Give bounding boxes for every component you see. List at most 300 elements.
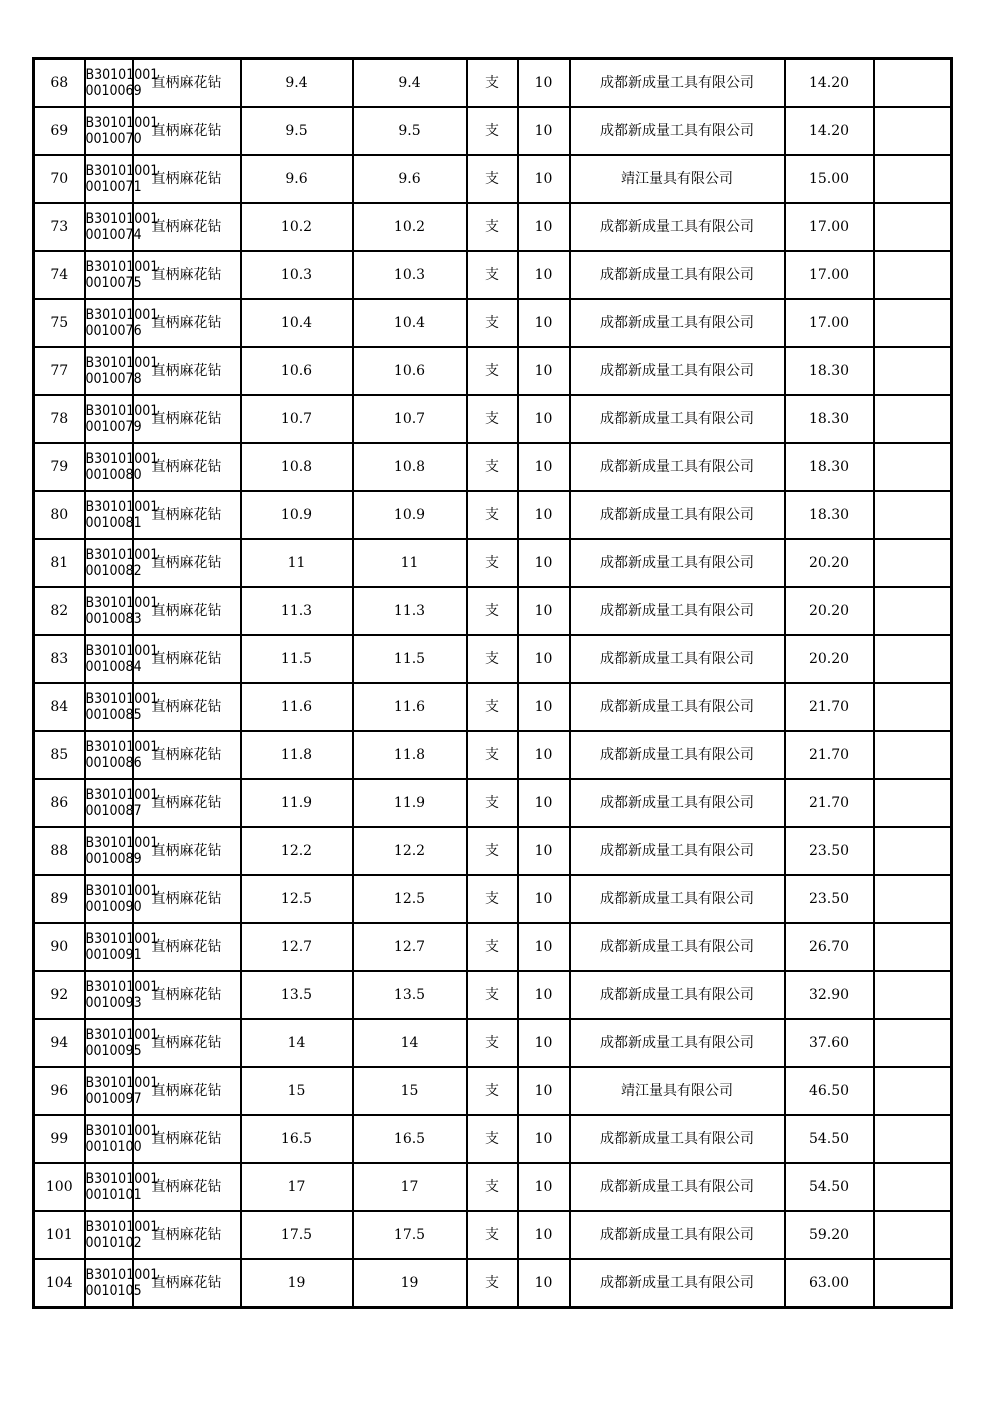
product-name-cell: 直柄麻花钻 — [133, 971, 241, 1019]
model-cell: 9.6 — [353, 155, 467, 203]
product-name-cell: 直柄麻花钻 — [133, 779, 241, 827]
material-code-cell — [85, 395, 159, 443]
price-cell: 37.60 — [785, 1019, 874, 1067]
material-code-cell — [85, 875, 159, 923]
material-code-cell — [85, 491, 159, 539]
quantity-cell: 10 — [518, 923, 570, 971]
material-code-cell — [85, 971, 159, 1019]
product-name-cell: 直柄麻花钻 — [133, 491, 241, 539]
note-cell — [874, 875, 952, 923]
quantity-cell: 10 — [518, 971, 570, 1019]
model-cell: 17 — [353, 1163, 467, 1211]
price-cell: 17.00 — [785, 299, 874, 347]
spec-cell: 11.6 — [241, 683, 353, 731]
price-cell: 14.20 — [785, 107, 874, 155]
price-cell: 54.50 — [785, 1163, 874, 1211]
table-row — [34, 1067, 952, 1115]
supplier-cell: 成都新成量工具有限公司 — [570, 443, 785, 491]
model-cell: 19 — [353, 1259, 467, 1308]
quantity-cell: 10 — [518, 1211, 570, 1259]
row-number-cell: 88 — [34, 827, 85, 875]
product-name-cell: 直柄麻花钻 — [133, 203, 241, 251]
product-name-cell: 直柄麻花钻 — [133, 251, 241, 299]
unit-cell: 支 — [467, 683, 518, 731]
model-cell: 16.5 — [353, 1115, 467, 1163]
material-code-cell — [85, 827, 159, 875]
material-code-cell — [85, 299, 159, 347]
material-code-cell — [85, 587, 159, 635]
price-cell: 21.70 — [785, 731, 874, 779]
unit-cell: 支 — [467, 1019, 518, 1067]
note-cell — [874, 395, 952, 443]
supplier-cell: 成都新成量工具有限公司 — [570, 1211, 785, 1259]
product-name-cell: 直柄麻花钻 — [133, 875, 241, 923]
material-code-part: B30101001 — [85, 402, 159, 419]
supplier-cell: 成都新成量工具有限公司 — [570, 395, 785, 443]
model-cell: 10.6 — [353, 347, 467, 395]
supplier-cell: 成都新成量工具有限公司 — [570, 1019, 785, 1067]
note-cell — [874, 923, 952, 971]
quantity-cell: 10 — [518, 59, 570, 108]
unit-cell: 支 — [467, 1163, 518, 1211]
model-cell: 12.2 — [353, 827, 467, 875]
price-cell: 17.00 — [785, 251, 874, 299]
spec-cell: 11.5 — [241, 635, 353, 683]
quantity-cell: 10 — [518, 731, 570, 779]
spec-cell: 19 — [241, 1259, 353, 1308]
material-code-part: B30101001 — [85, 546, 159, 563]
price-cell: 23.50 — [785, 875, 874, 923]
material-code-part: 0010085 — [85, 707, 142, 723]
row-number-cell: 75 — [34, 299, 85, 347]
note-cell — [874, 779, 952, 827]
note-cell — [874, 539, 952, 587]
price-cell: 17.00 — [785, 203, 874, 251]
row-number-cell: 70 — [34, 155, 85, 203]
material-code-part: 0010084 — [85, 659, 142, 675]
unit-cell: 支 — [467, 779, 518, 827]
quantity-cell: 10 — [518, 1019, 570, 1067]
material-code-cell — [85, 1067, 159, 1115]
row-number-cell: 69 — [34, 107, 85, 155]
spec-cell: 9.4 — [241, 59, 353, 108]
model-cell: 10.9 — [353, 491, 467, 539]
row-number-cell: 89 — [34, 875, 85, 923]
model-cell: 10.8 — [353, 443, 467, 491]
product-name-cell: 直柄麻花钻 — [133, 1211, 241, 1259]
quantity-cell: 10 — [518, 107, 570, 155]
material-code-part: B30101001 — [85, 306, 159, 323]
quantity-cell: 10 — [518, 683, 570, 731]
note-cell — [874, 1211, 952, 1259]
model-cell: 11 — [353, 539, 467, 587]
unit-cell: 支 — [467, 587, 518, 635]
supplier-cell: 成都新成量工具有限公司 — [570, 587, 785, 635]
material-code-part: B30101001 — [85, 1122, 159, 1139]
material-code-cell — [85, 443, 159, 491]
product-name-cell: 直柄麻花钻 — [133, 587, 241, 635]
table-row — [34, 1211, 952, 1259]
note-cell — [874, 203, 952, 251]
table-row — [34, 491, 952, 539]
supplier-cell: 靖江量具有限公司 — [570, 1067, 785, 1115]
row-number-cell: 90 — [34, 923, 85, 971]
material-code-cell — [85, 155, 159, 203]
product-name-cell: 直柄麻花钻 — [133, 1259, 241, 1308]
supplier-cell: 成都新成量工具有限公司 — [570, 779, 785, 827]
table-row — [34, 251, 952, 299]
material-code-part: B30101001 — [85, 162, 159, 179]
supplier-cell: 成都新成量工具有限公司 — [570, 251, 785, 299]
material-code-part: B30101001 — [85, 498, 159, 515]
spec-cell: 11.8 — [241, 731, 353, 779]
unit-cell: 支 — [467, 1259, 518, 1308]
table-row — [34, 971, 952, 1019]
product-name-cell: 直柄麻花钻 — [133, 59, 241, 108]
unit-cell: 支 — [467, 731, 518, 779]
material-code-part: 0010082 — [85, 563, 142, 579]
note-cell — [874, 1067, 952, 1115]
note-cell — [874, 347, 952, 395]
row-number-cell: 80 — [34, 491, 85, 539]
table-row — [34, 827, 952, 875]
material-code-part: B30101001 — [85, 642, 159, 659]
row-number-cell: 99 — [34, 1115, 85, 1163]
model-cell: 11.6 — [353, 683, 467, 731]
row-number-cell: 85 — [34, 731, 85, 779]
material-code-part: 0010081 — [85, 515, 142, 531]
unit-cell: 支 — [467, 1211, 518, 1259]
spec-cell: 9.6 — [241, 155, 353, 203]
product-name-cell: 直柄麻花钻 — [133, 923, 241, 971]
row-number-cell: 74 — [34, 251, 85, 299]
unit-cell: 支 — [467, 827, 518, 875]
note-cell — [874, 827, 952, 875]
quantity-cell: 10 — [518, 155, 570, 203]
supplier-cell: 成都新成量工具有限公司 — [570, 107, 785, 155]
quantity-cell: 10 — [518, 875, 570, 923]
product-name-cell: 直柄麻花钻 — [133, 155, 241, 203]
price-cell: 63.00 — [785, 1259, 874, 1308]
material-code-part: B30101001 — [85, 738, 159, 755]
table-row — [34, 1163, 952, 1211]
note-cell — [874, 635, 952, 683]
table-row — [34, 59, 952, 108]
row-number-cell: 92 — [34, 971, 85, 1019]
material-code-part: 0010069 — [85, 83, 142, 99]
supplier-cell: 成都新成量工具有限公司 — [570, 347, 785, 395]
note-cell — [874, 1163, 952, 1211]
model-cell: 11.9 — [353, 779, 467, 827]
spec-cell: 10.6 — [241, 347, 353, 395]
table-row — [34, 539, 952, 587]
supplier-cell: 成都新成量工具有限公司 — [570, 827, 785, 875]
quantity-cell: 10 — [518, 1067, 570, 1115]
supplier-cell: 成都新成量工具有限公司 — [570, 1259, 785, 1308]
supplier-cell: 靖江量具有限公司 — [570, 155, 785, 203]
spec-cell: 12.2 — [241, 827, 353, 875]
price-cell: 21.70 — [785, 779, 874, 827]
unit-cell: 支 — [467, 635, 518, 683]
note-cell — [874, 443, 952, 491]
price-cell: 18.30 — [785, 491, 874, 539]
material-code-part: 0010071 — [85, 179, 142, 195]
table-row — [34, 683, 952, 731]
model-cell: 9.5 — [353, 107, 467, 155]
spec-cell: 12.5 — [241, 875, 353, 923]
table-row — [34, 1259, 952, 1308]
spec-cell: 10.2 — [241, 203, 353, 251]
row-number-cell: 86 — [34, 779, 85, 827]
row-number-cell: 96 — [34, 1067, 85, 1115]
quantity-cell: 10 — [518, 587, 570, 635]
model-cell: 12.5 — [353, 875, 467, 923]
product-name-cell: 直柄麻花钻 — [133, 443, 241, 491]
material-code-part: 0010089 — [85, 851, 142, 867]
table-row — [34, 203, 952, 251]
row-number-cell: 104 — [34, 1259, 85, 1308]
row-number-cell: 73 — [34, 203, 85, 251]
row-number-cell: 83 — [34, 635, 85, 683]
spec-cell: 10.9 — [241, 491, 353, 539]
material-code-part: 0010087 — [85, 803, 142, 819]
price-cell: 20.20 — [785, 587, 874, 635]
table-row — [34, 299, 952, 347]
spec-cell: 16.5 — [241, 1115, 353, 1163]
note-cell — [874, 971, 952, 1019]
table-body — [34, 59, 952, 1308]
table-row — [34, 443, 952, 491]
table-row — [34, 107, 952, 155]
supplier-cell: 成都新成量工具有限公司 — [570, 491, 785, 539]
unit-cell: 支 — [467, 59, 518, 108]
material-code-cell — [85, 1115, 159, 1163]
note-cell — [874, 1259, 952, 1308]
table-row — [34, 875, 952, 923]
price-cell: 23.50 — [785, 827, 874, 875]
supplier-cell: 成都新成量工具有限公司 — [570, 731, 785, 779]
material-code-part: 0010078 — [85, 371, 142, 387]
price-list-sheet — [32, 57, 950, 1309]
quantity-cell: 10 — [518, 251, 570, 299]
supplier-cell: 成都新成量工具有限公司 — [570, 923, 785, 971]
material-code-part: 0010075 — [85, 275, 142, 291]
supplier-cell: 成都新成量工具有限公司 — [570, 635, 785, 683]
note-cell — [874, 1115, 952, 1163]
material-code-part: 0010070 — [85, 131, 142, 147]
product-name-cell: 直柄麻花钻 — [133, 107, 241, 155]
supplier-cell: 成都新成量工具有限公司 — [570, 1115, 785, 1163]
row-number-cell: 101 — [34, 1211, 85, 1259]
quantity-cell: 10 — [518, 779, 570, 827]
spec-cell: 11.9 — [241, 779, 353, 827]
unit-cell: 支 — [467, 1115, 518, 1163]
material-code-cell — [85, 1019, 159, 1067]
material-code-cell — [85, 731, 159, 779]
table-row — [34, 923, 952, 971]
material-code-part: 0010100 — [85, 1139, 142, 1155]
material-code-cell — [85, 683, 159, 731]
table-row — [34, 731, 952, 779]
unit-cell: 支 — [467, 395, 518, 443]
material-code-part: B30101001 — [85, 978, 159, 995]
model-cell: 10.2 — [353, 203, 467, 251]
material-code-cell — [85, 635, 159, 683]
supplier-cell: 成都新成量工具有限公司 — [570, 299, 785, 347]
product-name-cell: 直柄麻花钻 — [133, 347, 241, 395]
price-cell: 21.70 — [785, 683, 874, 731]
spec-cell: 15 — [241, 1067, 353, 1115]
product-name-cell: 直柄麻花钻 — [133, 395, 241, 443]
material-code-cell — [85, 203, 159, 251]
model-cell: 12.7 — [353, 923, 467, 971]
price-cell: 15.00 — [785, 155, 874, 203]
supplier-cell: 成都新成量工具有限公司 — [570, 971, 785, 1019]
row-number-cell: 77 — [34, 347, 85, 395]
material-code-part: 0010074 — [85, 227, 142, 243]
price-cell: 20.20 — [785, 635, 874, 683]
price-cell: 20.20 — [785, 539, 874, 587]
unit-cell: 支 — [467, 539, 518, 587]
supplier-cell: 成都新成量工具有限公司 — [570, 1163, 785, 1211]
material-code-part: B30101001 — [85, 1218, 159, 1235]
material-code-part: 0010080 — [85, 467, 142, 483]
spec-cell: 14 — [241, 1019, 353, 1067]
material-code-cell — [85, 1163, 159, 1211]
supplier-cell: 成都新成量工具有限公司 — [570, 203, 785, 251]
note-cell — [874, 107, 952, 155]
material-code-part: 0010086 — [85, 755, 142, 771]
row-number-cell: 68 — [34, 59, 85, 108]
model-cell: 9.4 — [353, 59, 467, 108]
material-code-part: 0010101 — [85, 1187, 142, 1203]
model-cell: 17.5 — [353, 1211, 467, 1259]
table-row — [34, 1115, 952, 1163]
unit-cell: 支 — [467, 875, 518, 923]
note-cell — [874, 251, 952, 299]
material-code-cell — [85, 59, 159, 108]
table-row — [34, 395, 952, 443]
material-code-part: B30101001 — [85, 930, 159, 947]
spec-cell: 10.3 — [241, 251, 353, 299]
material-code-cell — [85, 1211, 159, 1259]
row-number-cell: 81 — [34, 539, 85, 587]
unit-cell: 支 — [467, 347, 518, 395]
material-code-part: 0010079 — [85, 419, 142, 435]
model-cell: 15 — [353, 1067, 467, 1115]
spec-cell: 17.5 — [241, 1211, 353, 1259]
unit-cell: 支 — [467, 971, 518, 1019]
material-code-part: B30101001 — [85, 114, 159, 131]
material-code-part: 0010083 — [85, 611, 142, 627]
material-code-part: B30101001 — [85, 1074, 159, 1091]
model-cell: 11.3 — [353, 587, 467, 635]
quantity-cell: 10 — [518, 1163, 570, 1211]
material-code-cell — [85, 251, 159, 299]
product-name-cell: 直柄麻花钻 — [133, 1163, 241, 1211]
quantity-cell: 10 — [518, 491, 570, 539]
material-code-cell — [85, 347, 159, 395]
price-cell: 18.30 — [785, 347, 874, 395]
spec-cell: 13.5 — [241, 971, 353, 1019]
model-cell: 10.4 — [353, 299, 467, 347]
price-cell: 59.20 — [785, 1211, 874, 1259]
quantity-cell: 10 — [518, 539, 570, 587]
product-name-cell: 直柄麻花钻 — [133, 299, 241, 347]
price-cell: 18.30 — [785, 443, 874, 491]
material-code-part: B30101001 — [85, 786, 159, 803]
unit-cell: 支 — [467, 443, 518, 491]
note-cell — [874, 491, 952, 539]
price-cell: 18.30 — [785, 395, 874, 443]
note-cell — [874, 1019, 952, 1067]
material-code-part: B30101001 — [85, 66, 159, 83]
quantity-cell: 10 — [518, 1115, 570, 1163]
spec-cell: 10.7 — [241, 395, 353, 443]
table-row — [34, 155, 952, 203]
table-row — [34, 587, 952, 635]
note-cell — [874, 155, 952, 203]
table-row — [34, 347, 952, 395]
material-code-cell — [85, 107, 159, 155]
quantity-cell: 10 — [518, 827, 570, 875]
row-number-cell: 82 — [34, 587, 85, 635]
material-code-part: B30101001 — [85, 834, 159, 851]
material-code-part: B30101001 — [85, 450, 159, 467]
material-code-part: 0010076 — [85, 323, 142, 339]
material-code-part: 0010090 — [85, 899, 142, 915]
note-cell — [874, 299, 952, 347]
note-cell — [874, 59, 952, 108]
table-row — [34, 635, 952, 683]
material-code-part: B30101001 — [85, 594, 159, 611]
note-cell — [874, 587, 952, 635]
model-cell: 13.5 — [353, 971, 467, 1019]
material-code-cell — [85, 923, 159, 971]
unit-cell: 支 — [467, 1067, 518, 1115]
material-code-part: 0010105 — [85, 1283, 142, 1299]
quantity-cell: 10 — [518, 635, 570, 683]
material-code-cell — [85, 779, 159, 827]
row-number-cell: 100 — [34, 1163, 85, 1211]
product-name-cell: 直柄麻花钻 — [133, 1067, 241, 1115]
quantity-cell: 10 — [518, 395, 570, 443]
unit-cell: 支 — [467, 491, 518, 539]
supplier-cell: 成都新成量工具有限公司 — [570, 683, 785, 731]
material-code-cell — [85, 539, 159, 587]
material-code-cell — [85, 1259, 159, 1308]
spec-cell: 10.8 — [241, 443, 353, 491]
table-row — [34, 1019, 952, 1067]
material-code-part: B30101001 — [85, 354, 159, 371]
unit-cell: 支 — [467, 107, 518, 155]
row-number-cell: 78 — [34, 395, 85, 443]
spec-cell: 11 — [241, 539, 353, 587]
note-cell — [874, 683, 952, 731]
price-cell: 26.70 — [785, 923, 874, 971]
model-cell: 11.5 — [353, 635, 467, 683]
row-number-cell: 84 — [34, 683, 85, 731]
spec-cell: 9.5 — [241, 107, 353, 155]
product-name-cell: 直柄麻花钻 — [133, 731, 241, 779]
price-cell: 46.50 — [785, 1067, 874, 1115]
model-cell: 11.8 — [353, 731, 467, 779]
supplier-cell: 成都新成量工具有限公司 — [570, 539, 785, 587]
material-code-part: 0010095 — [85, 1043, 142, 1059]
spec-cell: 12.7 — [241, 923, 353, 971]
quantity-cell: 10 — [518, 1259, 570, 1308]
row-number-cell: 79 — [34, 443, 85, 491]
